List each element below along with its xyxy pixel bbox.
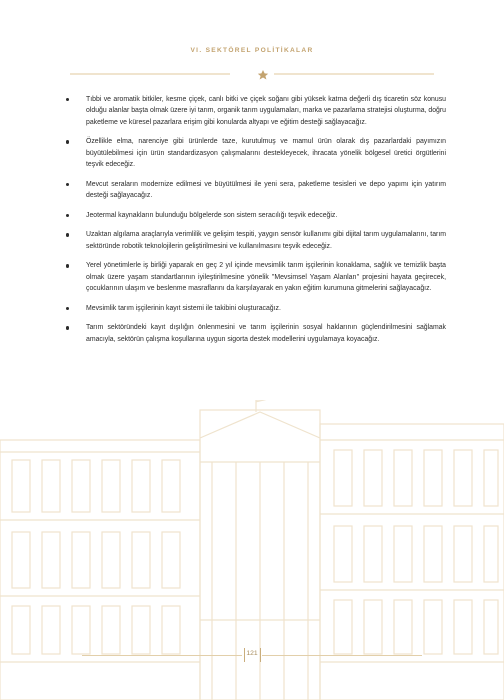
list-item bbox=[62, 322, 446, 345]
list-item bbox=[62, 260, 446, 294]
page-footer bbox=[0, 646, 504, 666]
list-item bbox=[62, 136, 446, 170]
list-item bbox=[62, 179, 446, 202]
footer-rule bbox=[262, 655, 422, 656]
section-title: VI. SEKTÖREL POLİTİKALAR bbox=[190, 47, 314, 54]
footer-rule bbox=[82, 655, 242, 656]
bullet-icon bbox=[66, 264, 69, 267]
list-item bbox=[62, 229, 446, 252]
list-item-text: Özellikle elma, narenciye gibi ürünlerde taze, kurutulmuş ve mamul ürün olarak dış pazarlardaki payımızın büyütülebilmesi için ürün standardizasyon çalışmalarını destekleyecek, ihracata yönelik bölgesel üretici örgütlerini teşvik edeceğiz. bbox=[86, 138, 446, 169]
list-item-text: Mevcut seraların modernize edilmesi ve büyütülmesi ile yeni sera, paketleme tesisleri ve depo yapımı için yatırım desteği sağlayacağız. bbox=[86, 180, 446, 200]
list-item-text: Yerel yönetimlerle iş birliği yaparak en geç 2 yıl içinde mevsimlik tarım işçilerinin konaklama, sağlık ve temizlik başta olmak üzere yaşam standartlarının iyileştirilmesine yönelik "Mevsimsel Yaşam Alanları" projesini hayata geçirecek, çocuklarının ulaşım ve beslenme masraflarını da karşılayarak en yakın eğitim kurumuna gitmelerini sağlayacağız. bbox=[86, 262, 446, 293]
footer-divider bbox=[260, 648, 261, 662]
list-item-text: Tıbbi ve aromatik bitkiler, kesme çiçek, canlı bitki ve çiçek soğanı gibi yüksek katma değerli dış ticaretin söz konusu olduğu alanlar başta olmak üzere iyi tarım, organik tarım uygulamaları, marka ve pazarlama stratejisi oluşturma, doğru paketleme ve küresel pazarlara erişim gibi konularda altyapı ve eğitim desteği sağlayacağız. bbox=[86, 96, 447, 126]
list-item-text: Jeotermal kaynakların bulunduğu bölgelerde son sistem seracılığı teşvik edeceğiz. bbox=[86, 211, 338, 219]
policy-bullet-list bbox=[62, 94, 446, 353]
bullet-icon bbox=[66, 326, 69, 329]
list-item-text: Mevsimlik tarım işçilerinin kayıt sistemi ile takibini oluşturacağız. bbox=[86, 304, 281, 312]
page-number: 121 bbox=[246, 650, 258, 657]
list-item-text: Tarım sektöründeki kayıt dışılığın önlenmesini ve tarım işçilerinin sosyal haklarının güçlendirilmesini sağlamak amacıyla, sektörün çalışma koşullarına uygun sigorta destek modellerini uygulamaya koyacağız. bbox=[86, 324, 446, 343]
crescent-star-icon bbox=[247, 64, 268, 84]
bullet-icon bbox=[66, 98, 69, 101]
list-item bbox=[62, 303, 446, 314]
list-item-text: Uzaktan algılama araçlarıyla verimlilik ve gelişim tespiti, yaygın sensör kullanımı gibi dijital tarım uygulamalarını, tarım sektöründe robotik teknolojilerin geliştirilmesini ve kullanılmasını teşvik edeceğiz. bbox=[86, 231, 446, 250]
bullet-icon bbox=[66, 233, 69, 236]
header-ornament bbox=[70, 60, 434, 84]
list-item bbox=[62, 94, 446, 128]
list-item bbox=[62, 210, 446, 221]
bullet-icon bbox=[66, 183, 69, 186]
bullet-icon bbox=[66, 140, 69, 143]
bullet-icon bbox=[66, 214, 69, 217]
bullet-icon bbox=[66, 307, 69, 310]
